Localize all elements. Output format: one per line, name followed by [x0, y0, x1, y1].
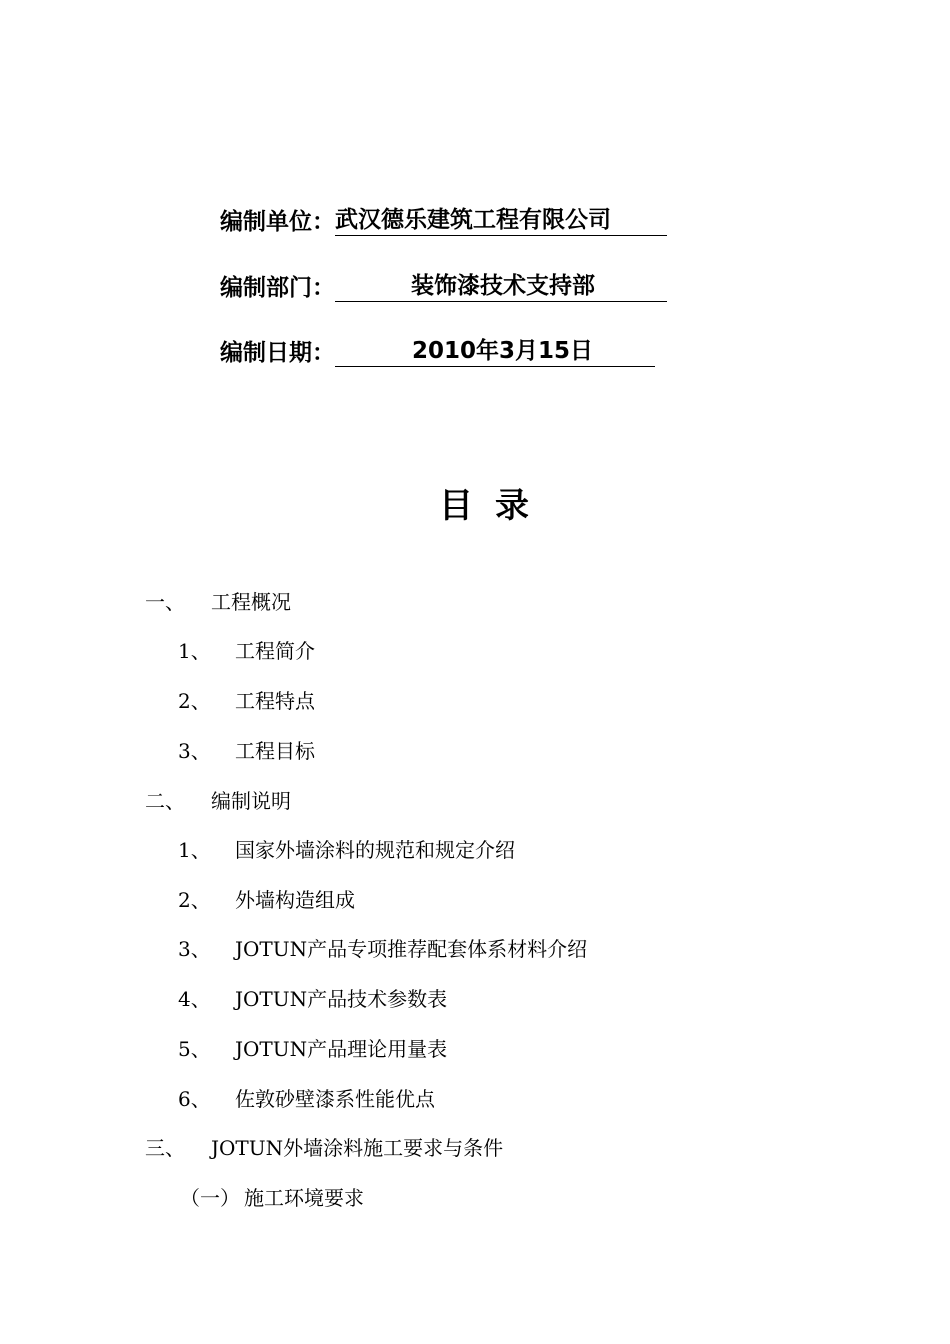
toc-number: 3、 [178, 937, 211, 961]
toc-number: （一） [180, 1186, 240, 1210]
toc-text: 工程目标 [235, 739, 315, 763]
compile-date-value: 2010年3月15日 [335, 336, 655, 367]
toc-text: 施工环境要求 [244, 1186, 364, 1210]
toc-text: JOTUN产品理论用量表 [235, 1037, 448, 1061]
compile-unit-value: 武汉德乐建筑工程有限公司 [335, 205, 667, 236]
toc-text: 佐敦砂壁漆系性能优点 [235, 1087, 435, 1111]
compile-dept-value: 装饰漆技术支持部 [335, 271, 667, 302]
compile-date-row [220, 327, 655, 367]
toc-text: JOTUN产品技术参数表 [235, 987, 448, 1011]
toc-number: 1、 [178, 838, 211, 862]
toc-number: 5、 [178, 1037, 211, 1061]
compile-dept-row [220, 262, 667, 302]
toc-number: 2、 [178, 689, 211, 713]
toc-number: 1、 [178, 639, 211, 663]
toc-text: 工程特点 [235, 689, 315, 713]
toc-text: 编制说明 [211, 789, 291, 813]
compile-unit-row [220, 196, 667, 236]
toc-title: 目录 [439, 486, 551, 526]
toc-number: 二、 [145, 789, 185, 813]
toc-text: 工程概况 [211, 590, 291, 614]
compile-dept-label: 编制部门： [220, 275, 335, 301]
toc-number: 2、 [178, 888, 211, 912]
toc-text: 外墙构造组成 [235, 888, 355, 912]
toc-text: JOTUN外墙涂料施工要求与条件 [211, 1136, 504, 1160]
toc-number: 一、 [145, 590, 185, 614]
toc-text: 国家外墙涂料的规范和规定介绍 [235, 838, 515, 862]
toc-number: 3、 [178, 739, 211, 763]
compile-unit-label: 编制单位： [220, 209, 335, 235]
toc-text: JOTUN产品专项推荐配套体系材料介绍 [235, 937, 588, 961]
toc-number: 三、 [145, 1136, 185, 1160]
toc-number: 6、 [178, 1087, 211, 1111]
toc-number: 4、 [178, 987, 211, 1011]
compile-date-label: 编制日期： [220, 340, 335, 366]
toc-text: 工程简介 [235, 639, 315, 663]
